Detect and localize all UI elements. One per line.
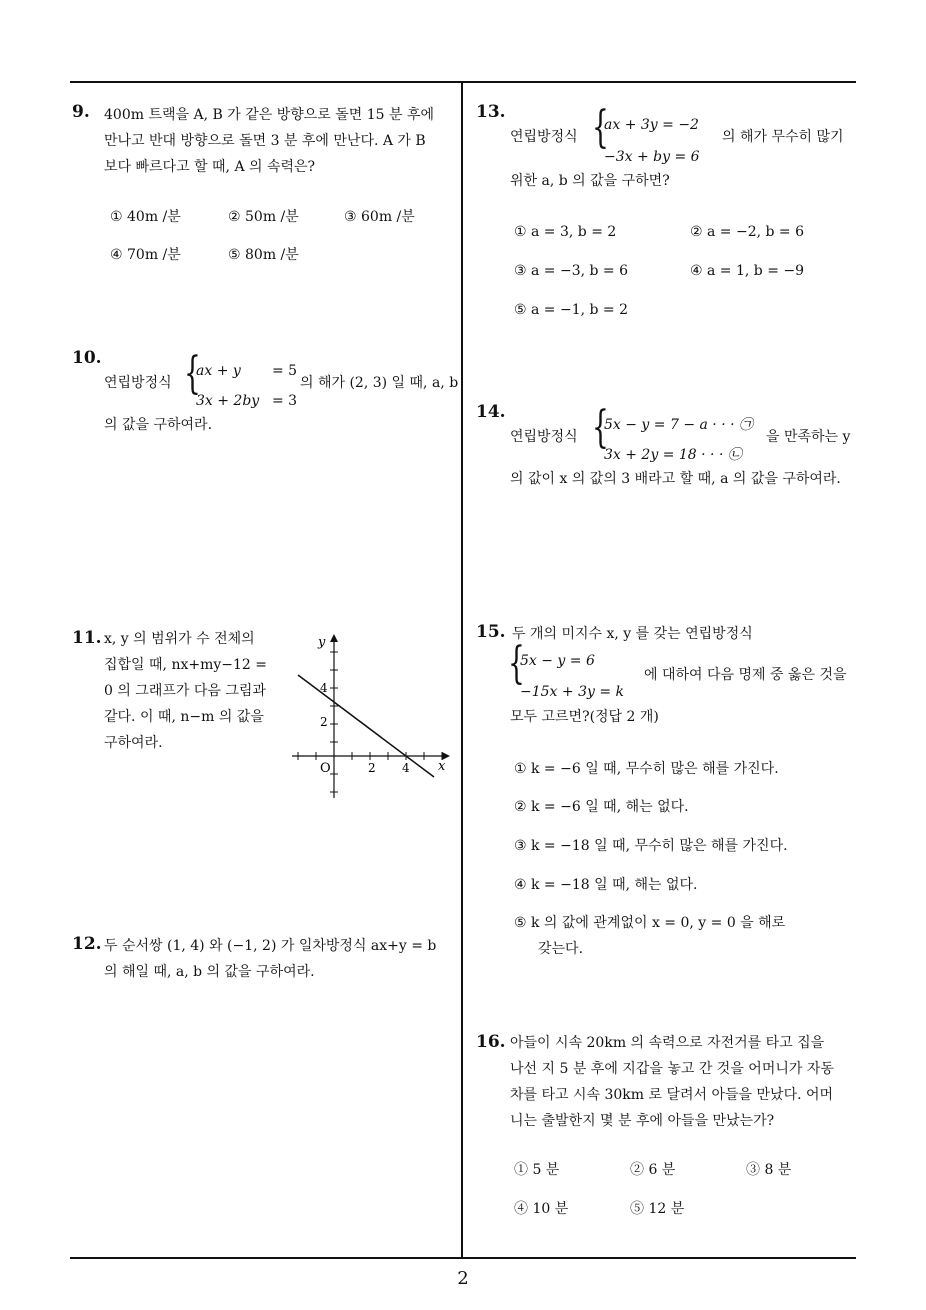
- question-text: 연립방정식: [510, 429, 578, 445]
- x-tick-label: 2: [368, 761, 376, 775]
- question-text: 모두 고르면?(정답 2 개): [510, 709, 659, 725]
- question-number: 10.: [72, 348, 102, 368]
- choice-1[interactable]: ① a = 3, b = 2: [514, 224, 617, 240]
- question-text: 니는 출발한지 몇 분 후에 아들을 만났는가?: [510, 1113, 775, 1129]
- question-text: 구하여라.: [104, 735, 163, 751]
- system-brace: {: [508, 638, 525, 689]
- question-text: 0 의 그래프가 다음 그림과: [104, 683, 266, 699]
- choice-4[interactable]: ④ 70m /분: [110, 247, 181, 263]
- question-number: 14.: [476, 402, 506, 422]
- question-number: 12.: [72, 934, 102, 954]
- equation: 5x − y = 6: [520, 653, 595, 669]
- question-text: 의 값을 구하여라.: [104, 417, 213, 433]
- equation: −15x + 3y = k: [520, 684, 625, 700]
- equation: 5x − y = 7 − a · · · ㉠: [604, 417, 754, 433]
- x-tick-label: 4: [402, 761, 410, 775]
- choice-2[interactable]: ② a = −2, b = 6: [690, 224, 805, 240]
- equation: 3x + 2by: [196, 393, 260, 409]
- question-text: 위한 a, b 의 값을 구하면?: [510, 173, 670, 189]
- question-text: 400m 트랙을 A, B 가 같은 방향으로 돌면 15 분 후에: [104, 107, 435, 123]
- question-number: 11.: [72, 628, 102, 648]
- choice-4[interactable]: ④ k = −18 일 때, 해는 없다.: [514, 877, 698, 893]
- origin-label: O: [320, 761, 331, 776]
- choice-5[interactable]: ⑤ 12 분: [630, 1201, 685, 1217]
- equation: −3x + by = 6: [604, 149, 700, 165]
- question-number: 13.: [476, 102, 506, 122]
- question-text: 에 대하여 다음 명제 중 옳은 것을: [644, 667, 847, 683]
- choice-3[interactable]: ③ 8 분: [746, 1162, 792, 1178]
- line-graph: [288, 628, 458, 806]
- choice-3[interactable]: ③ a = −3, b = 6: [514, 263, 629, 279]
- question-text: 의 해가 (2, 3) 일 때, a, b: [300, 375, 459, 391]
- equation: 3x + 2y = 18 · · · ㉡: [604, 447, 742, 463]
- system-brace: {: [592, 402, 609, 453]
- page-number: 2: [457, 1268, 469, 1289]
- choice-5-continued: 갖는다.: [538, 941, 584, 957]
- system-brace: {: [184, 348, 201, 399]
- graph-line: [298, 675, 434, 777]
- y-tick-label: 2: [320, 715, 328, 729]
- question-text: x, y 의 범위가 수 전체의: [104, 631, 255, 647]
- y-axis-arrow: [330, 634, 338, 642]
- question-text: 나선 지 5 분 후에 지갑을 놓고 간 것을 어머니가 자동: [510, 1061, 834, 1077]
- choice-1[interactable]: ① k = −6 일 때, 무수히 많은 해를 가진다.: [514, 761, 779, 777]
- question-text: 아들이 시속 20km 의 속력으로 자전거를 타고 집을: [510, 1035, 825, 1051]
- top-rule: [70, 81, 856, 83]
- question-text: 의 해일 때, a, b 의 값을 구하여라.: [104, 964, 315, 980]
- choice-3[interactable]: ③ 60m /분: [344, 209, 415, 225]
- choice-4[interactable]: ④ a = 1, b = −9: [690, 263, 805, 279]
- question-text: 두 순서쌍 (1, 4) 와 (−1, 2) 가 일차방정식 ax+y = b: [104, 938, 437, 954]
- y-tick-label: 4: [320, 681, 328, 695]
- question-text: 을 만족하는 y: [766, 429, 851, 445]
- column-divider: [461, 81, 463, 1259]
- choice-5[interactable]: ⑤ 80m /분: [228, 247, 299, 263]
- choice-4[interactable]: ④ 10 분: [514, 1201, 569, 1217]
- choice-1[interactable]: ① 5 분: [514, 1162, 560, 1178]
- question-text: 같다. 이 때, n−m 의 값을: [104, 709, 264, 725]
- equation: ax + 3y = −2: [604, 117, 699, 133]
- choice-5[interactable]: ⑤ k 의 값에 관계없이 x = 0, y = 0 을 해로: [514, 915, 786, 931]
- question-text: 두 개의 미지수 x, y 를 갖는 연립방정식: [512, 626, 753, 642]
- choice-3[interactable]: ③ k = −18 일 때, 무수히 많은 해를 가진다.: [514, 838, 788, 854]
- choice-2[interactable]: ② k = −6 일 때, 해는 없다.: [514, 799, 689, 815]
- question-number: 16.: [476, 1032, 506, 1052]
- choice-2[interactable]: ② 50m /분: [228, 209, 299, 225]
- question-text: 만나고 반대 방향으로 돌면 3 분 후에 만난다. A 가 B: [104, 133, 426, 149]
- y-axis-label: y: [318, 635, 326, 650]
- system-brace: {: [592, 102, 609, 153]
- choice-5[interactable]: ⑤ a = −1, b = 2: [514, 302, 629, 318]
- x-axis-label: x: [438, 759, 446, 774]
- equation: = 5: [272, 363, 298, 379]
- question-number: 9.: [72, 102, 90, 122]
- question-number: 15.: [476, 622, 506, 642]
- question-text: 보다 빠르다고 할 때, A 의 속력은?: [104, 159, 316, 175]
- choice-1[interactable]: ① 40m /분: [110, 209, 181, 225]
- question-text: 의 해가 무수히 많기: [722, 129, 844, 145]
- equation: ax + y: [196, 363, 241, 379]
- choice-2[interactable]: ② 6 분: [630, 1162, 676, 1178]
- question-text: 집합일 때, nx+my−12 =: [104, 657, 267, 673]
- question-text: 연립방정식: [104, 375, 172, 391]
- question-text: 차를 타고 시속 30km 로 달려서 아들을 만났다. 어머: [510, 1087, 834, 1103]
- question-text: 연립방정식: [510, 129, 578, 145]
- equation: = 3: [272, 393, 298, 409]
- question-text: 의 값이 x 의 값의 3 배라고 할 때, a 의 값을 구하여라.: [510, 471, 841, 487]
- bottom-rule: [70, 1257, 856, 1259]
